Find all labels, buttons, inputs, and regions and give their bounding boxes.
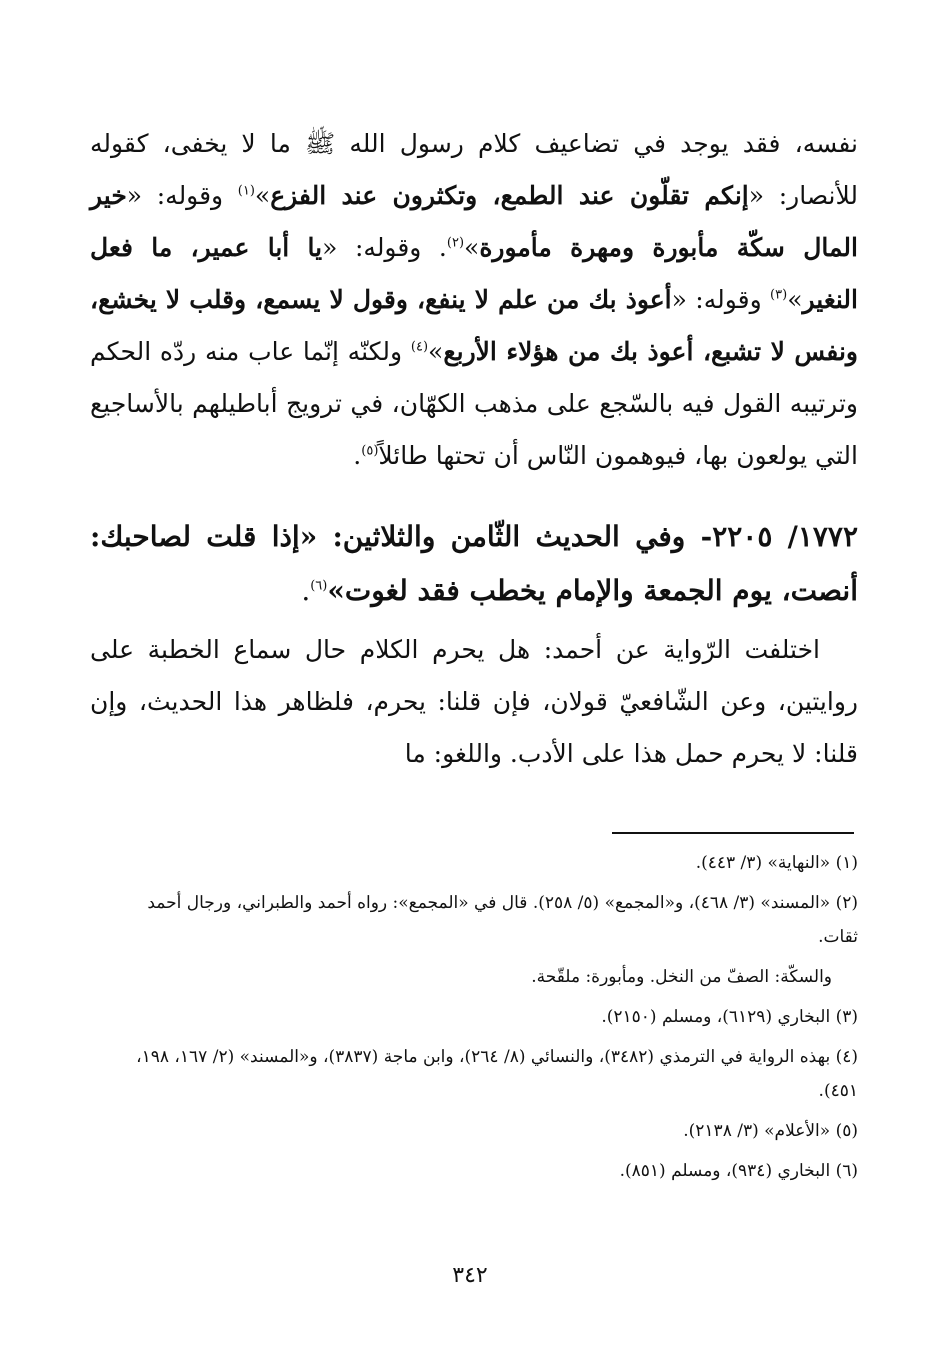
footnote-3: (٣) البخاري (٦١٢٩)، ومسلم (٢١٥٠). [601,1007,858,1027]
footnote-ref: (٤) [410,339,429,355]
hadith-quote: أعوذ بك من علم لا ينفع، وقول لا يسمع، وقلب لا يخشع، ونفس لا تشبع، أعوذ بك من هؤلاء الأربع [90,285,858,366]
quote-mark: » [787,285,803,314]
hadith-quote: إنكم تقلّون عند الطمع، وتكثرون عند الفزع [270,181,749,210]
paragraph-hadith-heading [90,510,858,618]
main-text [90,118,858,780]
text-run: . وقوله: « [322,233,447,262]
hadith-heading: ١٧٧٢/ ٢٢٠٥- وفي الحديث الثّامن والثلاثين: «إذا قلت لصاحبك: أنصت، يوم الجمعة والإمام يخطب فقد لغوت» [90,520,858,607]
footnote-ref: (٥) [361,443,379,459]
footnote-ref: (٦) [310,578,328,594]
footnote-ref: (٢) [446,235,465,251]
quote-mark: » [428,337,444,366]
footnote-ref: (١) [237,183,255,199]
footnote-1: (١) «النهاية» (٣/ ٤٤٣). [695,853,858,873]
footnote-divider [612,832,854,834]
footnote-ref: (٣) [770,287,788,303]
page-number: ٣٤٢ [452,1263,488,1288]
text-run: . [301,574,311,607]
paragraph-explanation: اختلفت الرّواية عن أحمد: هل يحرم الكلام حال سماع الخطبة على روايتين، وعن الشّافعيّ قولان، فإن قلنا: يحرم، فلظاهر هذا الحديث، وإن قلنا: لا يحرم حمل هذا على الأدب. واللغو: ما [90,635,858,768]
text-run: . [353,441,362,470]
text-run: وقوله: « [126,181,238,210]
footnote-4: (٤) بهذه الرواية في الترمذي (٣٤٨٢)، والنسائي (٨/ ٢٦٤)، وابن ماجة (٣٨٣٧)، و«المسند» (٢/ ١٦٧، ١٩٨، ٤٥١). [136,1047,858,1101]
text-run: وقوله: « [671,285,771,314]
footnote-5: (٥) «الأعلام» (٣/ ٢١٣٨). [683,1121,858,1141]
text-run: ولكنّه إنّما عاب منه ردّه الحكم وترتيبه القول فيه بالسّجع على مذهب الكهّان، في ترويج أباطيلهم بالأساجيع التي يولعون بها، فيوهمون النّاس أن تحتها طائلاً [90,337,858,470]
quote-mark: » [464,233,480,262]
text-run: نفسه، فقد يوجد في تضاعيف كلام رسول الله ﷺ ما لا يخفى، كقوله للأنصار: « [90,129,858,210]
footnote-2: (٢) «المسند» (٣/ ٤٦٨)، و«المجمع» (٥/ ٢٥٨). قال في «المجمع»: رواه أحمد والطبراني، ورجال أحمد ثقات. [147,893,858,947]
footnotes [118,846,858,1194]
hadith-quote: يا أبا عمير، ما فعل النغير [90,233,858,314]
footnote-2-gloss: والسكّة: الصفّ من النخل. ومأبورة: ملقّحة. [531,967,832,987]
hadith-quote: خير المال سكّة مأبورة ومهرة مأمورة [90,181,858,262]
footnote-6: (٦) البخاري (٩٣٤)، ومسلم (٨٥١). [619,1161,858,1181]
quote-mark: » [254,181,271,210]
paragraph-commentary [90,118,858,482]
